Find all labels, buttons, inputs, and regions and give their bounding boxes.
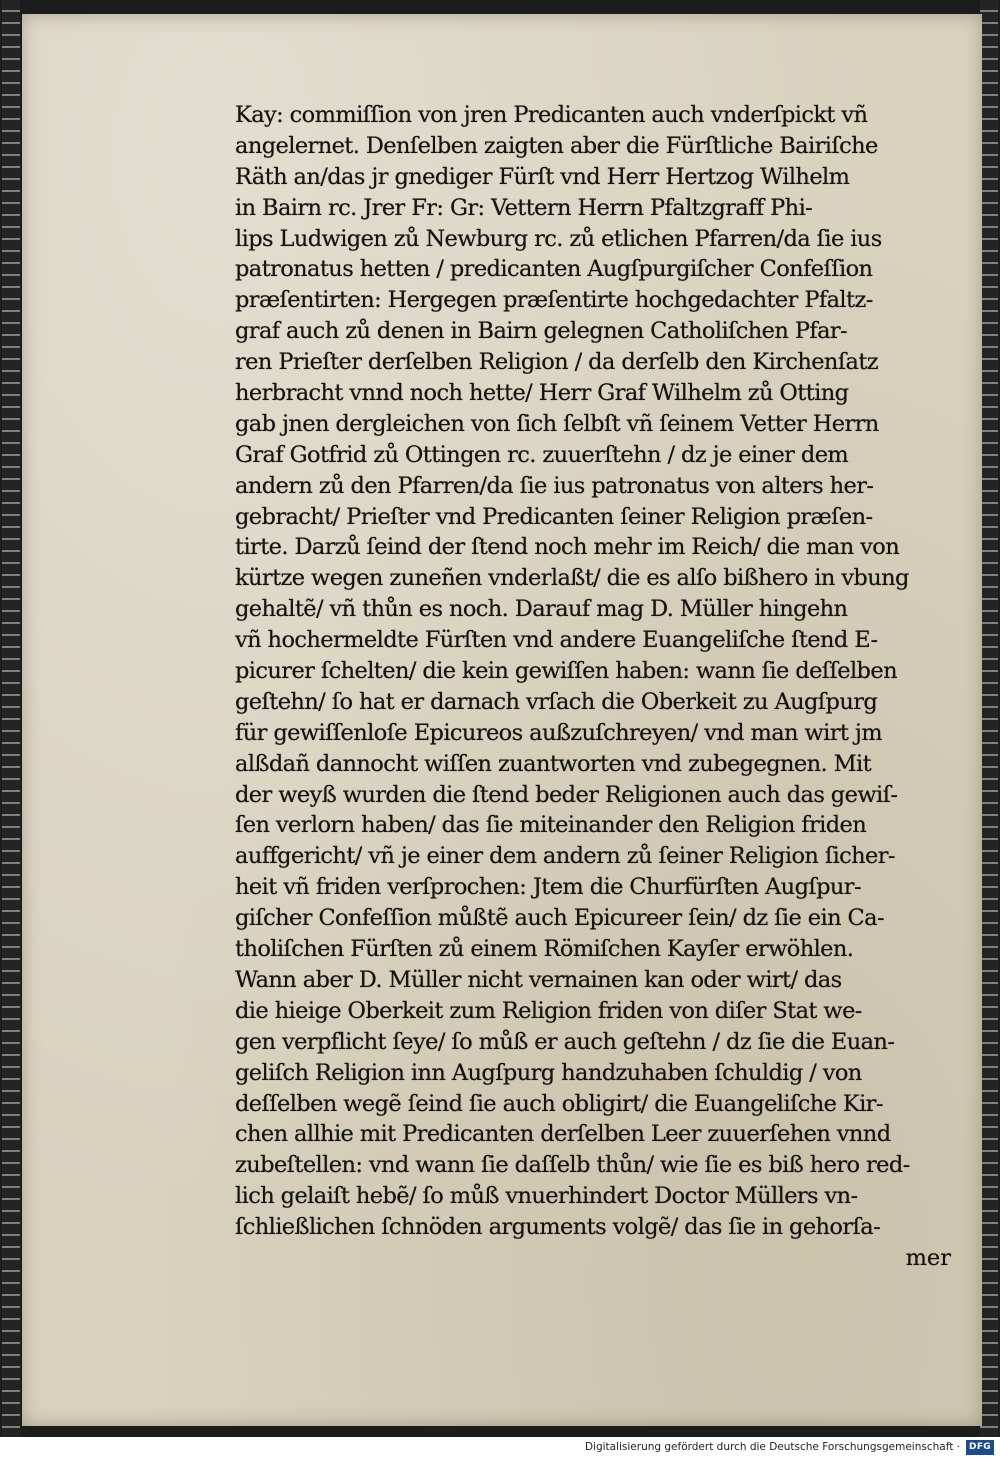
text-line: Räth an/das jr gnediger Fürſt vnd Herr Hertzog Wilhelm [235, 163, 850, 190]
text-line: patronatus hetten / predicanten Augſpurgiſcher Confeſſion [235, 256, 873, 283]
text-line: Graf Gotfrid zů Ottingen rc. zuuerſtehn / dz je einer dem [235, 441, 849, 468]
text-line: deſſelben wegẽ ſeind ſie auch obligirt/ die Euangeliſche Kir- [235, 1090, 883, 1117]
text-line: geliſch Religion inn Augſpurg handzuhaben ſchuldig / von [235, 1059, 862, 1086]
text-line: graf auch zů denen in Bairn gelegnen Catholiſchen Pfar- [235, 318, 848, 345]
text-line: heit vñ friden verſprochen: Jtem die Churfürſten Augſpur- [235, 874, 861, 901]
text-line: Wann aber D. Müller nicht vernainen kan oder wirt/ das [235, 966, 842, 993]
text-line: für gewiſſenloſe Epicureos außzuſchreyen/ vnd man wirt jm [235, 719, 883, 746]
text-line: in Bairn rc. Jrer Fr: Gr: Vettern Herrn Pfaltzgraff Phi- [235, 194, 813, 221]
text-line: ſchließlichen ſchnöden arguments volgẽ/ das ſie in gehorſa- [235, 1214, 881, 1241]
text-line: picurer ſchelten/ die kein gewiſſen haben: wann ſie deſſelben [235, 658, 897, 685]
text-line: alßdañ dannocht wiſſen zuantworten vnd zubegegnen. Mit [235, 750, 872, 777]
text-line: andern zů den Pfarren/da ſie ius patronatus von alters her- [235, 472, 874, 499]
footer-bar [0, 1437, 1000, 1460]
catchword: mer [905, 1244, 951, 1271]
funding-credit: Digitalisierung gefördert durch die Deutsche Forschungsgemeinschaft · [584, 1441, 960, 1453]
page-text-block [235, 100, 975, 1274]
left-scan-ruler [2, 0, 20, 1437]
text-line: tirte. Darzů ſeind der ſtend noch mehr im Reich/ die man von [235, 534, 900, 561]
text-line: gen verpflicht ſeye/ ſo můß er auch geſtehn / dz ſie die Euan- [235, 1028, 895, 1055]
text-line: zubeſtellen: vnd wann ſie daſſelb thůn/ wie ſie es biß hero red- [235, 1152, 910, 1179]
text-line: vñ hochermeldte Fürſten vnd andere Euangeliſche ſtend E- [235, 627, 878, 654]
text-line: geſtehn/ ſo hat er darnach vrſach die Oberkeit zu Augſpurg [235, 688, 878, 715]
text-line: kürtze wegen zuneñen vnderlaßt/ die es alſo bißhero in vbung [235, 565, 909, 592]
text-line: giſcher Confeſſion můßtẽ auch Epicureer ſein/ dz ſie ein Ca- [235, 905, 884, 932]
text-line: gebracht/ Prieſter vnd Predicanten ſeiner Religion præſen- [235, 503, 873, 530]
text-line: gehaltẽ/ vñ thůn es noch. Darauf mag D. Müller hingehn [235, 596, 848, 623]
text-line: herbracht vnnd noch hette/ Herr Graf Wilhelm zů Otting [235, 380, 849, 407]
text-line: chen allhie mit Predicanten derſelben Leer zuuerſehen vnnd [235, 1121, 891, 1148]
text-line: præſentirten: Hergegen præſentirte hochgedachter Pfaltz- [235, 287, 873, 314]
text-line: die hieige Oberkeit zum Religion friden von diſer Stat we- [235, 997, 862, 1024]
text-line: lich gelaiſt hebẽ/ ſo můß vnuerhindert Doctor Müllers vn- [235, 1183, 858, 1210]
text-line: Kay: commiſſion von jren Predicanten auch vnderſpickt vñ [235, 102, 868, 128]
text-line: auffgericht/ vñ je einer dem andern zů ſeiner Religion ſicher- [235, 843, 895, 870]
text-line: gab jnen dergleichen von ſich ſelbſt vñ ſeinem Vetter Herrn [235, 410, 879, 437]
text-line: der weyß wurden die ſtend beder Religionen auch das gewiſ- [235, 781, 898, 808]
text-line: tholiſchen Fürſten zů einem Römiſchen Kayſer erwöhlen. [235, 936, 854, 963]
dfg-logo-icon: DFG [966, 1440, 994, 1455]
text-line: ren Prieſter derſelben Religion / da derſelb den Kirchenſatz [235, 349, 879, 376]
text-line: lips Ludwigen zů Newburg rc. zů etlichen Pfarren/da ſie ius [235, 225, 882, 252]
right-scan-ruler [980, 0, 998, 1437]
text-line: angelernet. Denſelben zaigten aber die Fürſtliche Bairiſche [235, 132, 878, 159]
text-line: ſen verlorn haben/ das ſie miteinander den Religion friden [235, 812, 867, 839]
